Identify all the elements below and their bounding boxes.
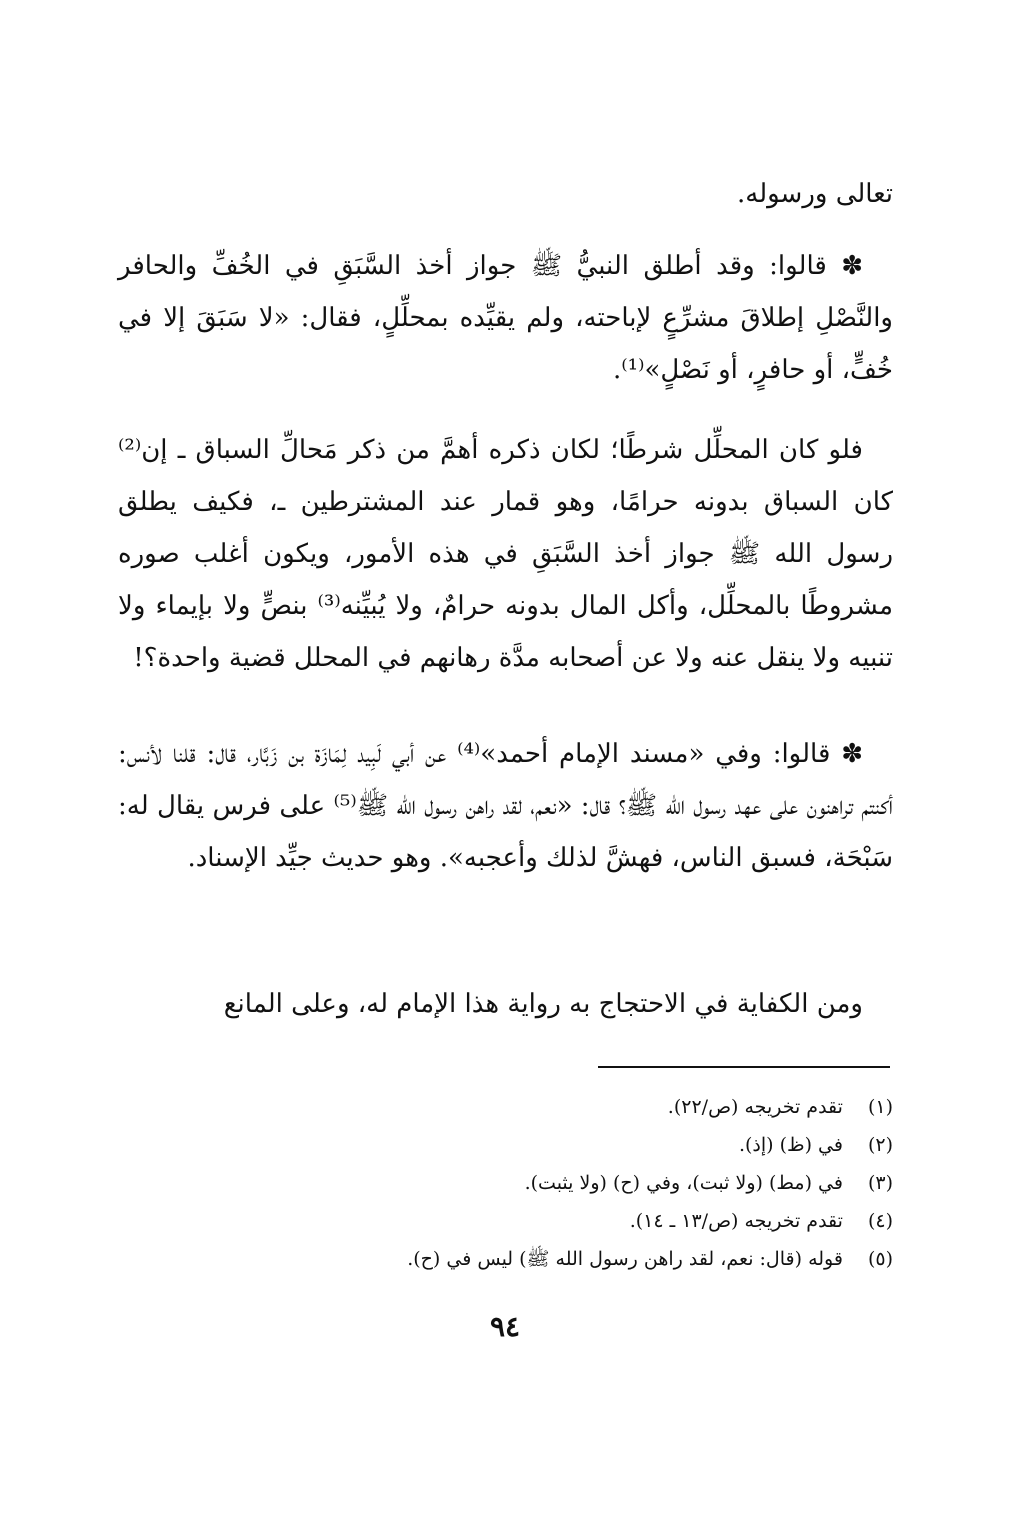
footnote-text: تقدم تخريجه (ص/١٣ ـ ١٤). xyxy=(629,1210,843,1232)
footnote-number: (٣) xyxy=(867,1172,893,1194)
paragraph-text: ✽ قالوا: وقد أطلق النبيُّ ﷺ جواز أخذ السَّبَقِ في الخُفِّ والحافر والنَّصْلِ إطلاقَ مشرِّعٍ لإباحته، ولم يقيِّده بمحلِّلٍ، فقال: «لا سَبَقَ إلا في خُفٍّ، أو حافرٍ، أو نَصْلٍ»⁽¹⁾. xyxy=(118,251,893,385)
footnotes-list xyxy=(200,1088,893,1278)
paragraph-text: فلو كان المحلِّل شرطًا؛ لكان ذكره أهمَّ من ذكر مَحالِّ السباق ـ إن⁽²⁾ كان السباق بدونه حرامًا، وهو قمار عند المشترطين ـ، فكيف يطلق رسول الله ﷺ جواز أخذ السَّبَقِ في هذه الأمور، ويكون أغلب صوره مشروطًا بالمحلِّل، وأكل المال بدونه حرامٌ، ولا يُبيِّنه⁽³⁾ بنصٍّ ولا بإيماء ولا تنبيه ولا ينقل عنه ولا عن أصحابه مدَّة رهانهم في المحلل قضية واحدة؟! xyxy=(118,435,893,673)
footnote-number: (٥) xyxy=(867,1248,893,1270)
footnote-text: في (مط) (ولا ثبت)، وفي (ح) (ولا يثبت). xyxy=(524,1172,843,1194)
footnote-item xyxy=(200,1164,893,1202)
paragraph-text: ✽ قالوا: وفي «مسند الإمام أحمد»⁽⁴⁾ عن أبي لَبِيد لِمَازَة بن زَبَّار، قال: قلنا لأنس: أكنتم تراهنون على عهد رسول الله ﷺ؟ قال: «نعم، لقد راهن رسول الله ﷺ⁽⁵⁾ على فرس يقال له: سَبْحَة، فسبق الناس، فهشَّ لذلك وأعجبه». وهو حديث جيِّد الإسناد. xyxy=(118,739,894,873)
footnote-text: في (ظ) (إذ). xyxy=(738,1134,843,1156)
paragraph-muhallil xyxy=(118,424,893,684)
footnote-item xyxy=(200,1126,893,1164)
paragraph-text: ومن الكفاية في الاحتجاج به رواية هذا الإمام له، وعلى المانع xyxy=(223,989,863,1019)
paragraph-continuation xyxy=(118,168,893,220)
footnote-item xyxy=(200,1088,893,1126)
footnote-text: قوله (قال: نعم، لقد راهن رسول الله ﷺ) ليس في (ح). xyxy=(407,1248,843,1270)
footnote-number: (٢) xyxy=(867,1134,893,1156)
footnote-item xyxy=(200,1202,893,1240)
footnote-text: تقدم تخريجه (ص/٢٢). xyxy=(667,1096,843,1118)
page-number: ٩٤ xyxy=(489,1310,521,1343)
paragraph-musnad-ahmad xyxy=(118,728,893,884)
footnote-number: (٤) xyxy=(867,1210,893,1232)
paragraph-khuff-hafir xyxy=(118,240,893,396)
footnote-separator xyxy=(598,1066,890,1068)
footnote-item xyxy=(200,1240,893,1278)
paragraph-kifaya xyxy=(118,978,893,1030)
paragraph-text: تعالى ورسوله. xyxy=(736,179,893,209)
footnote-number: (١) xyxy=(867,1096,893,1118)
